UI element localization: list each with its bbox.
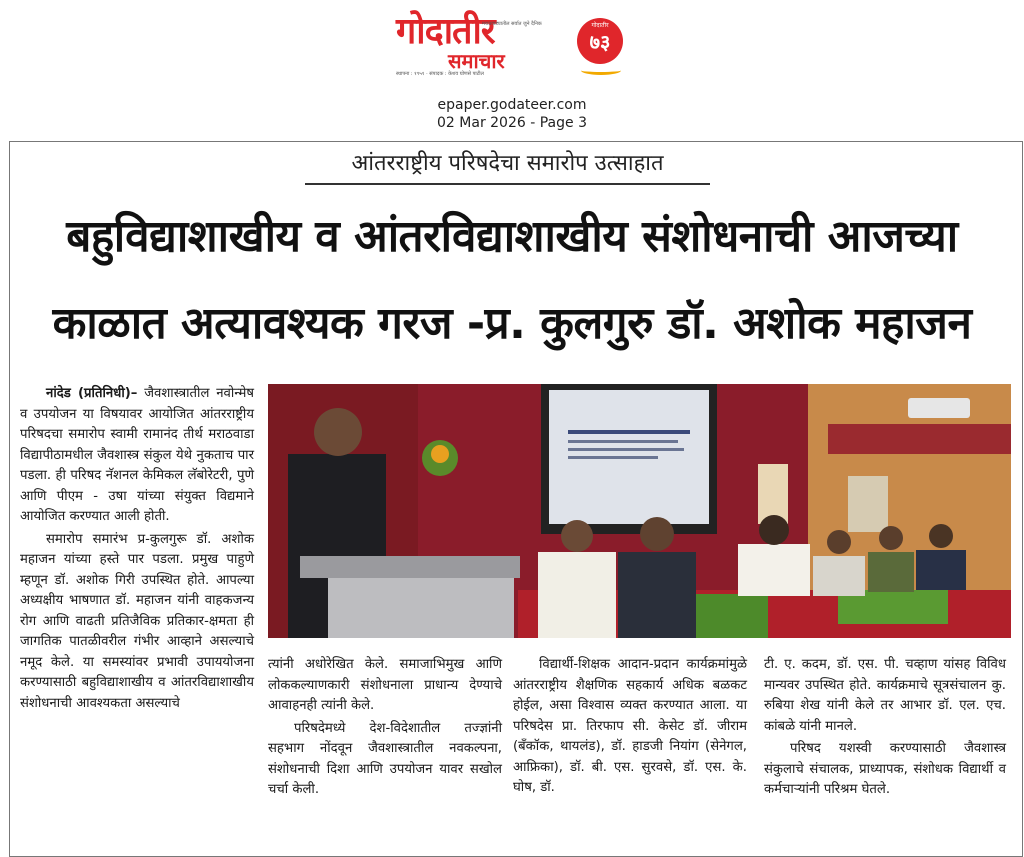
podium-body (328, 578, 514, 638)
wall-frame (848, 476, 888, 532)
paragraph: विद्यार्थी-शिक्षक आदान-प्रदान कार्यक्रमांमुळे आंतरराष्ट्रीय शैक्षणिक सहकार्य अधिक बळकट होईल, असा विश्वास व्यक्त करण्यात आला. या परिषदेस प्रा. तिरफाप सी. केसेट डॉ. जीराम (बँकॉक, थायलंड), डॉ. हाडजी नियांग (सेनेगल, आफ्रिका), डॉ. बी. एस. सुरवसे, डॉ. एस. के. घोष, डॉ. (513, 657, 747, 795)
guest-head (561, 520, 593, 552)
article-kicker: आंतरराष्ट्रीय परिषदेचा समारोप उत्साहात (305, 149, 710, 185)
guest-head (929, 524, 953, 548)
article-column-2 (268, 655, 502, 801)
screen-text-line (568, 440, 678, 443)
paragraph: त्यांनी अधोरेखित केले. समाजाभिमुख आणि लोककल्याणकारी संशोधनाला प्राधान्य देण्याचे आवाहनही त्यांनी केले. (268, 657, 502, 713)
article-column-1 (20, 384, 254, 714)
paragraph: परिषद यशस्वी करण्यासाठी जैवशास्त्र संकुलाचे संचालक, प्राध्यापक, संशोधक विद्यार्थी व कर्मचाऱ्यांनी परिश्रम घेतले. (764, 741, 1006, 797)
headline-line-2: काळात अत्यावश्यक गरज -प्र. कुलगुरु डॉ. अशोक महाजन (52, 298, 972, 349)
guest-figure (813, 556, 865, 596)
paragraph (20, 384, 254, 528)
guest-head (759, 515, 789, 545)
guest-figure (868, 552, 914, 592)
guest-head (879, 526, 903, 550)
brand-sub: समाचार (448, 49, 505, 73)
newspaper-logo[interactable] (396, 12, 628, 78)
screen-text-line (568, 456, 658, 459)
edition-date-page: 02 Mar 2026 - Page 3 (437, 115, 587, 131)
event-photo-illustration (268, 384, 1011, 638)
paragraph: टी. ए. कदम, डॉ. एस. पी. चव्हाण यांसह विविध मान्यवर उपस्थित होते. कार्यक्रमाचे सूत्रसंचालन कु. रुबिया शेख यांनी केले तर आभार डॉ. एल. एच. कांबळे यांनी मानले. (764, 657, 1006, 734)
wall-panel (828, 424, 1011, 454)
article-column-4 (764, 655, 1006, 801)
flower-decoration (431, 445, 449, 463)
guest-figure (618, 552, 696, 638)
paragraph-text: जैवशास्त्रातील नवोन्मेष व उपयोजन या विषयावर आयोजित आंतरराष्ट्रीय परिषदचा समारोप स्वामी रामानंद तीर्थ मराठवाडा विद्यापीठामधील जैवशास्त्र संकुल येथे नुकताच पार पडला. ही परिषद नॅशनल केमिकल लॅबोरेटरी, पुणे आणि पीएम - उषा यांच्या संयुक्त विद्यमाने आयोजित करण्यात आली होती. (20, 386, 254, 524)
guest-figure (738, 544, 810, 596)
podium-top (300, 556, 520, 578)
screen-text-line (568, 430, 690, 434)
brand-tagline: मराठवाड्यातील सर्वात जुने दैनिक (482, 21, 542, 27)
screen-text-line (568, 448, 684, 451)
guest-head (827, 530, 851, 554)
guest-figure (916, 550, 966, 590)
dateline: नांदेड (प्रतिनिधी)– (46, 386, 138, 401)
brand-foot: स्थापना : १९५१ · संपादक : केशव घोणसे पाटील (396, 71, 484, 77)
epaper-url[interactable]: epaper.godateer.com (437, 97, 587, 113)
speaker-head (314, 408, 362, 456)
anniversary-badge (577, 18, 623, 64)
badge-swoosh-icon (581, 66, 621, 75)
paragraph: परिषदेमध्ये देश-विदेशातील तज्ज्ञांनी सहभाग नोंदवून जैवशास्त्रातील नवकल्पना, संशोधनाची दिशा आणि उपयोजन यावर सखोल चर्चा केली. (268, 720, 502, 797)
badge-title: गोदातीर (591, 22, 609, 29)
paragraph: समारोप समारंभ प्र-कुलगुरू डॉ. अशोक महाजन यांच्या हस्ते पार पडला. प्रमुख पाहुणे म्हणून डॉ. अशोक गिरी उपस्थित होते. आपल्या अध्यक्षीय भाषणात डॉ. महाजन यांनी वाहकजन्य रोग आणि वाढती प्रतिजैविक प्रतिकार-क्षमता ही जागतिक पातळीवरील गंभीर आव्हाने असल्याचे नमूद केले. या समस्यांवर प्रभावी उपाययोजना करण्यासाठी बहुविद्याशाखीय व आंतरविद्याशाखीय संशोधनाची आवश्यकता असल्याचे (20, 531, 254, 711)
masthead (0, 0, 1024, 95)
article-column-3 (513, 655, 747, 799)
wall-poster (758, 464, 788, 524)
headline-line-1: बहुविद्याशाखीय व आंतरविद्याशाखीय संशोधनाची आजच्या (66, 211, 958, 262)
guest-figure (538, 552, 616, 638)
air-conditioner (908, 398, 970, 418)
brand-name: गोदातीर (396, 11, 495, 52)
badge-number: ७३ (589, 30, 611, 54)
event-photo (268, 384, 1011, 638)
guest-head (640, 517, 674, 551)
